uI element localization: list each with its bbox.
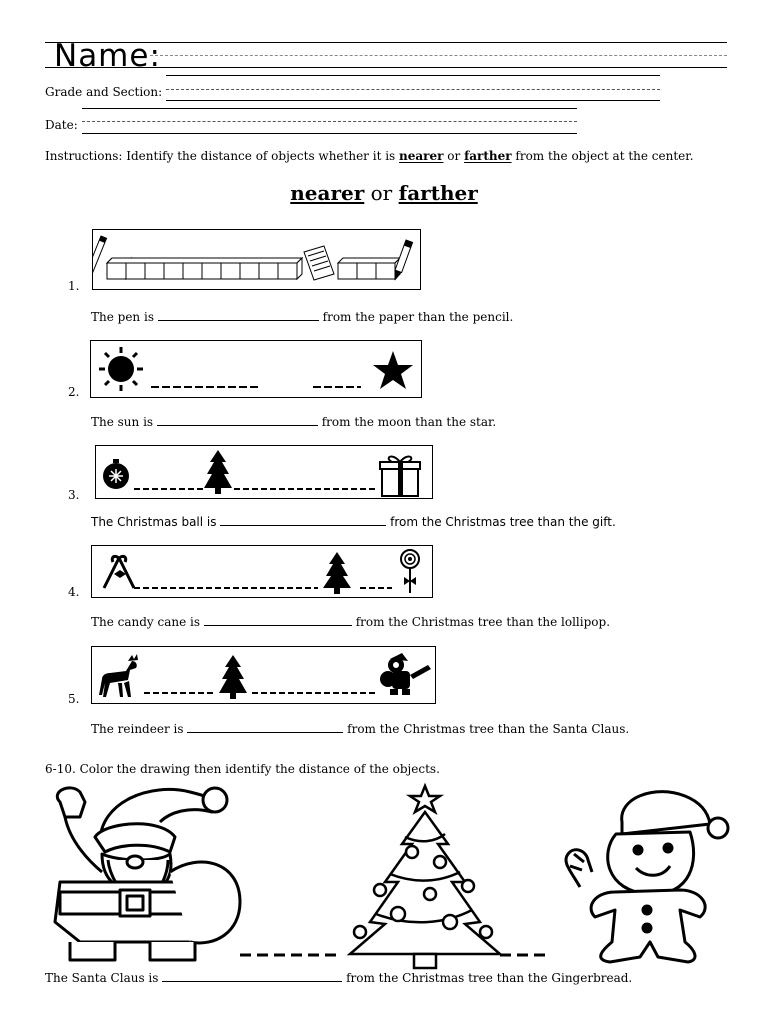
item-5-post: from the Christmas tree than the Santa Claus. — [347, 722, 630, 736]
item-5-answer-blank[interactable] — [187, 723, 343, 733]
christmas-tree-coloring-icon — [350, 786, 500, 968]
date-label: Date: — [45, 118, 78, 132]
title-nearer: nearer — [290, 181, 365, 205]
lollipop-icon — [401, 550, 419, 593]
paper-icon — [304, 246, 334, 280]
pencil-icon — [93, 236, 107, 281]
item-2-sentence — [91, 415, 496, 429]
item-5-sentence — [91, 722, 629, 736]
santa-claus-icon — [380, 653, 431, 695]
instructions — [45, 149, 694, 163]
date-rule-bottom — [82, 133, 577, 134]
item-4-answer-blank[interactable] — [204, 616, 352, 626]
christmas-ball-icon — [103, 459, 129, 489]
grade-label: Grade and Section: — [45, 85, 163, 99]
item-4-pre: The candy cane is — [91, 615, 201, 629]
grade-rule-bottom — [166, 100, 660, 101]
christmas-tree-icon — [204, 450, 232, 494]
part2-sentence — [45, 971, 632, 985]
item-2-answer-blank[interactable] — [157, 416, 318, 426]
name-rule-top-right — [377, 42, 727, 43]
item-1-picture — [92, 229, 421, 290]
instructions-nearer: nearer — [399, 149, 444, 163]
item-3-answer-blank[interactable] — [220, 516, 386, 526]
christmas-tree-icon-3 — [219, 655, 247, 699]
item-3-pre: The Christmas ball is — [91, 515, 217, 529]
item-2-picture — [90, 340, 422, 398]
item-4-post: from the Christmas tree than the lollipop. — [355, 615, 611, 629]
instructions-prefix: Instructions: Identify the distance of objects whether it is — [45, 149, 396, 163]
item-3-number: 3. — [68, 488, 80, 502]
name-label: Name: — [54, 38, 161, 74]
page-title — [0, 181, 768, 205]
part2-instruction: 6-10. Color the drawing then identify the distance of the objects. — [45, 762, 440, 776]
item-1-answer-blank[interactable] — [158, 311, 319, 321]
star-icon — [373, 351, 413, 389]
item-1-pre: The pen is — [91, 310, 154, 324]
item-4-number: 4. — [68, 585, 80, 599]
candy-cane-icon — [104, 556, 134, 588]
title-or: or — [370, 181, 393, 205]
instructions-or: or — [447, 149, 461, 163]
santa-coloring-icon — [55, 788, 240, 960]
item-4-picture — [91, 545, 433, 598]
item-1-number: 1. — [68, 279, 80, 293]
christmas-tree-icon-2 — [323, 552, 351, 594]
item-1-sentence — [91, 310, 513, 324]
item-1-post: from the paper than the pencil. — [322, 310, 514, 324]
part2-answer-blank[interactable] — [162, 972, 342, 982]
sun-icon — [99, 347, 143, 391]
moon-icon — [279, 353, 305, 387]
date-rule-mid — [82, 121, 577, 122]
item-2-post: from the moon than the star. — [321, 415, 497, 429]
item-5-picture — [91, 646, 436, 704]
item-3-sentence — [91, 515, 616, 529]
part2-post: from the Christmas tree than the Gingerbread. — [346, 971, 633, 985]
reindeer-icon — [99, 654, 138, 697]
item-3-post: from the Christmas tree than the gift. — [390, 515, 616, 529]
title-farther: farther — [398, 181, 478, 205]
item-5-number: 5. — [68, 692, 80, 706]
item-3-picture — [95, 445, 433, 499]
item-2-number: 2. — [68, 385, 80, 399]
gift-icon — [380, 457, 420, 496]
item-4-sentence — [91, 615, 610, 629]
instructions-farther: farther — [464, 149, 512, 163]
instructions-suffix: from the object at the center. — [515, 149, 694, 163]
coloring-drawings — [40, 782, 740, 972]
grade-rule-mid — [166, 89, 660, 90]
name-rule-mid — [150, 55, 727, 56]
item-2-pre: The sun is — [91, 415, 154, 429]
part2-pre: The Santa Claus is — [45, 971, 159, 985]
grade-rule-top — [166, 75, 660, 76]
date-rule-top — [82, 108, 577, 109]
gingerbread-coloring-icon — [566, 792, 728, 962]
item-5-pre: The reindeer is — [91, 722, 184, 736]
